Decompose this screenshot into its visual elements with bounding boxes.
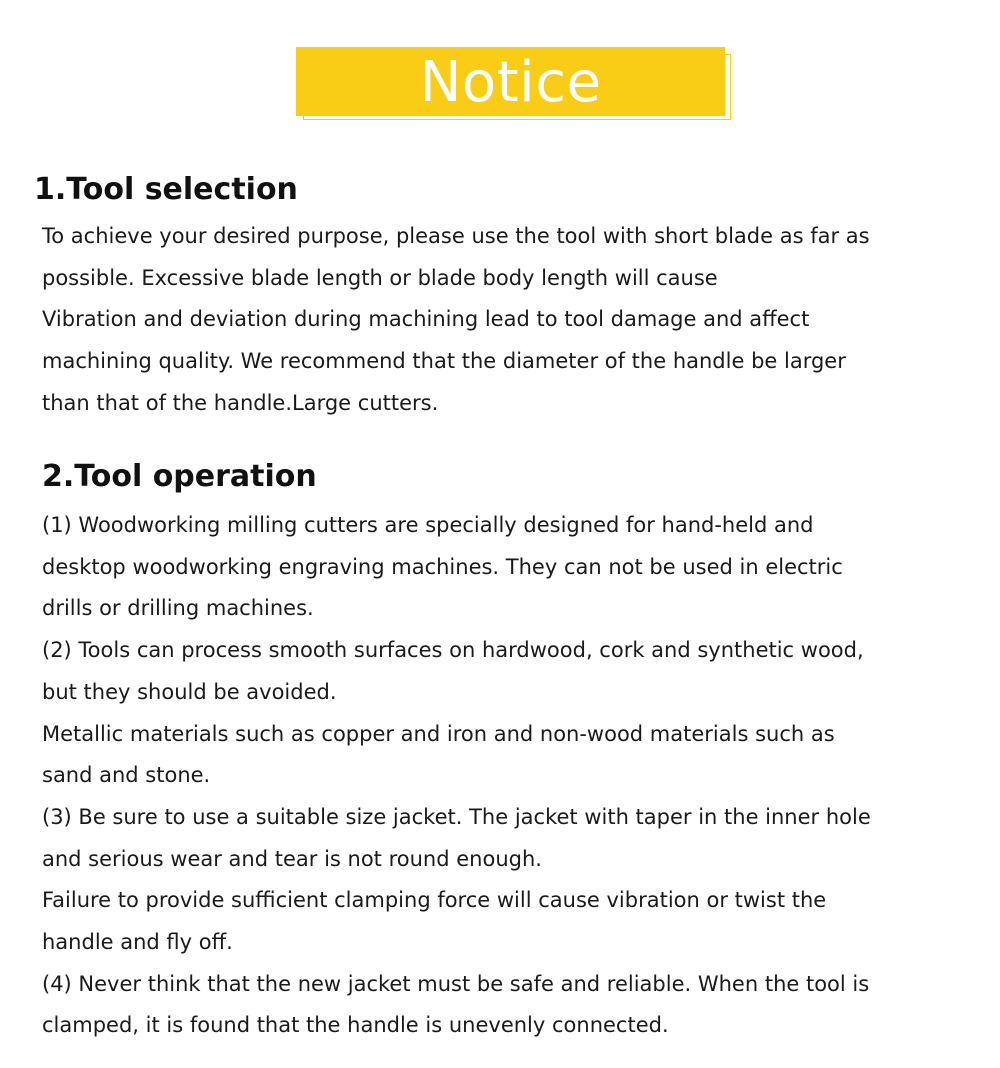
paragraph-line: Metallic materials such as copper and iron and non-wood materials such as [42, 721, 835, 746]
paragraph-line: handle and fly off. [42, 930, 233, 955]
paragraph-line: possible. Excessive blade length or blade body length will cause [42, 265, 718, 290]
section-body-tool-selection [42, 216, 962, 425]
paragraph-line: but they should be avoided. [42, 679, 337, 704]
paragraph-line: Failure to provide sufficient clamping force will cause vibration or twist the [42, 888, 827, 913]
paragraph-line: desktop woodworking engraving machines. They can not be used in electric [42, 554, 843, 579]
notice-banner [296, 47, 736, 125]
paragraph-line: sand and stone. [42, 763, 211, 788]
paragraph-line: drills or drilling machines. [42, 596, 314, 621]
paragraph-line: Vibration and deviation during machining lead to tool damage and affect [42, 307, 810, 332]
paragraph-line: and serious wear and tear is not round enough. [42, 846, 542, 871]
paragraph-line: machining quality. We recommend that the diameter of the handle be larger [42, 349, 846, 374]
paragraph-line: (1) Woodworking milling cutters are specially designed for hand-held and [42, 513, 814, 537]
section-body-tool-operation [42, 505, 962, 1047]
notice-banner-fill [296, 47, 725, 116]
paragraph-line: (4) Never think that the new jacket must be safe and reliable. When the tool is [42, 971, 870, 996]
paragraph-line: (2) Tools can process smooth surfaces on hardwood, cork and synthetic wood, [42, 638, 864, 663]
paragraph-line: than that of the handle.Large cutters. [42, 390, 439, 415]
paragraph-line: To achieve your desired purpose, please use the tool with short blade as far as [42, 224, 870, 248]
paragraph-line: (3) Be sure to use a suitable size jacket. The jacket with taper in the inner hole [42, 804, 871, 829]
paragraph-line: clamped, it is found that the handle is unevenly connected. [42, 1013, 669, 1038]
section-heading-tool-operation: 2.Tool operation [42, 459, 317, 494]
section-heading-tool-selection: 1.Tool selection [34, 172, 298, 207]
notice-title: Notice [419, 49, 602, 115]
